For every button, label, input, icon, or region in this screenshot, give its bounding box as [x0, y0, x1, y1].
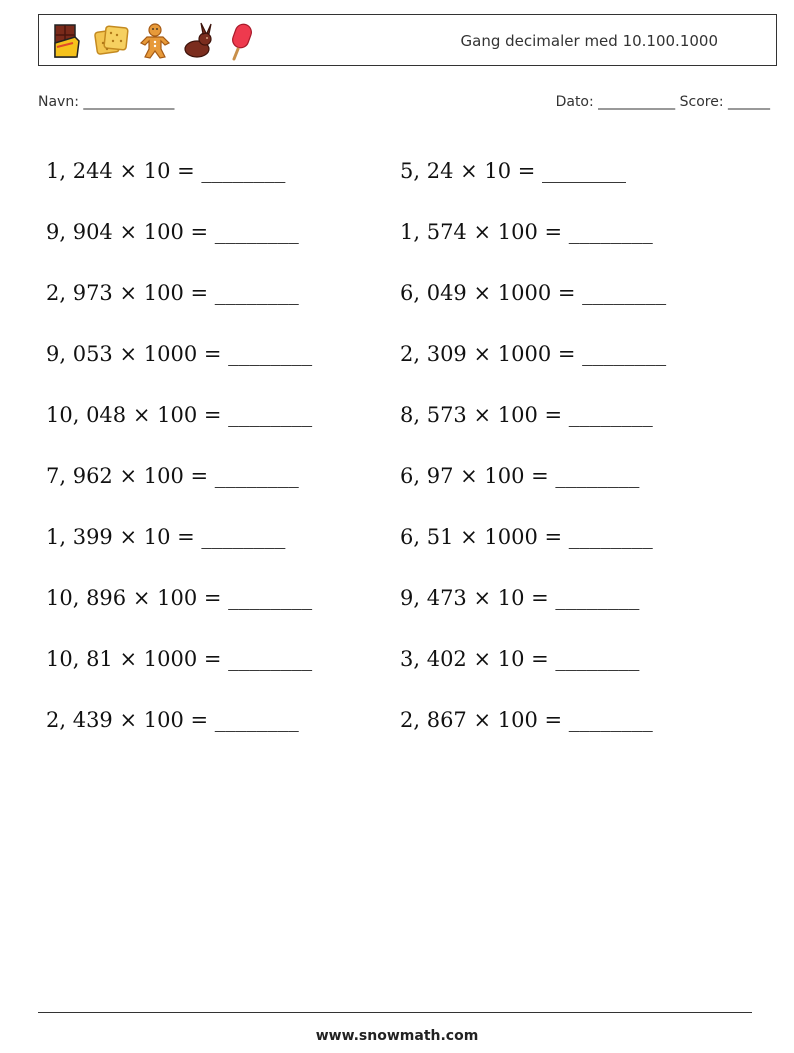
- problem: 9, 473 × 10 = ________: [400, 585, 640, 610]
- problem: 6, 049 × 1000 = ________: [400, 280, 667, 305]
- date-score-field: Dato: ___________ Score: ______: [555, 94, 770, 110]
- worksheet-header: [38, 14, 777, 66]
- popsicle-icon: [225, 21, 261, 61]
- problem-row: [46, 567, 766, 628]
- problem-row: [46, 262, 766, 323]
- chocolate-bunny-icon: [181, 21, 217, 61]
- problem-row: [46, 506, 766, 567]
- problem: 2, 439 × 100 = ________: [46, 707, 299, 732]
- footer-divider: [38, 1012, 752, 1013]
- problem-row: [46, 445, 766, 506]
- problem: 2, 309 × 1000 = ________: [400, 341, 667, 366]
- problem-grid: [46, 140, 766, 750]
- problem-row: [46, 689, 766, 750]
- problem: 1, 244 × 10 = ________: [46, 158, 286, 183]
- problem: 8, 573 × 100 = ________: [400, 402, 653, 427]
- problem: 6, 97 × 100 = ________: [400, 463, 640, 488]
- problem: 1, 574 × 100 = ________: [400, 219, 653, 244]
- problem: 9, 904 × 100 = ________: [46, 219, 299, 244]
- problem: 10, 81 × 1000 = ________: [46, 646, 313, 671]
- worksheet-title: Gang decimaler med 10.100.1000: [460, 32, 718, 50]
- problem: 10, 896 × 100 = ________: [46, 585, 313, 610]
- problem: 6, 51 × 1000 = ________: [400, 524, 653, 549]
- problem: 10, 048 × 100 = ________: [46, 402, 313, 427]
- problem-row: [46, 323, 766, 384]
- problem-row: [46, 201, 766, 262]
- problem: 9, 053 × 1000 = ________: [46, 341, 313, 366]
- problem: 2, 973 × 100 = ________: [46, 280, 299, 305]
- problem: 2, 867 × 100 = ________: [400, 707, 653, 732]
- cracker-icon: [93, 21, 129, 61]
- footer-website: www.snowmath.com: [315, 1028, 479, 1044]
- chocolate-bar-icon: [49, 21, 85, 61]
- problem-row: [46, 384, 766, 445]
- problem-row: [46, 628, 766, 689]
- problem: 1, 399 × 10 = ________: [46, 524, 286, 549]
- header-icons: [49, 21, 261, 61]
- problem: 5, 24 × 10 = ________: [400, 158, 627, 183]
- problem: 7, 962 × 100 = ________: [46, 463, 299, 488]
- problem-row: [46, 140, 766, 201]
- problem: 3, 402 × 10 = ________: [400, 646, 640, 671]
- gingerbread-man-icon: [137, 21, 173, 61]
- name-field: Navn: _____________: [38, 94, 175, 110]
